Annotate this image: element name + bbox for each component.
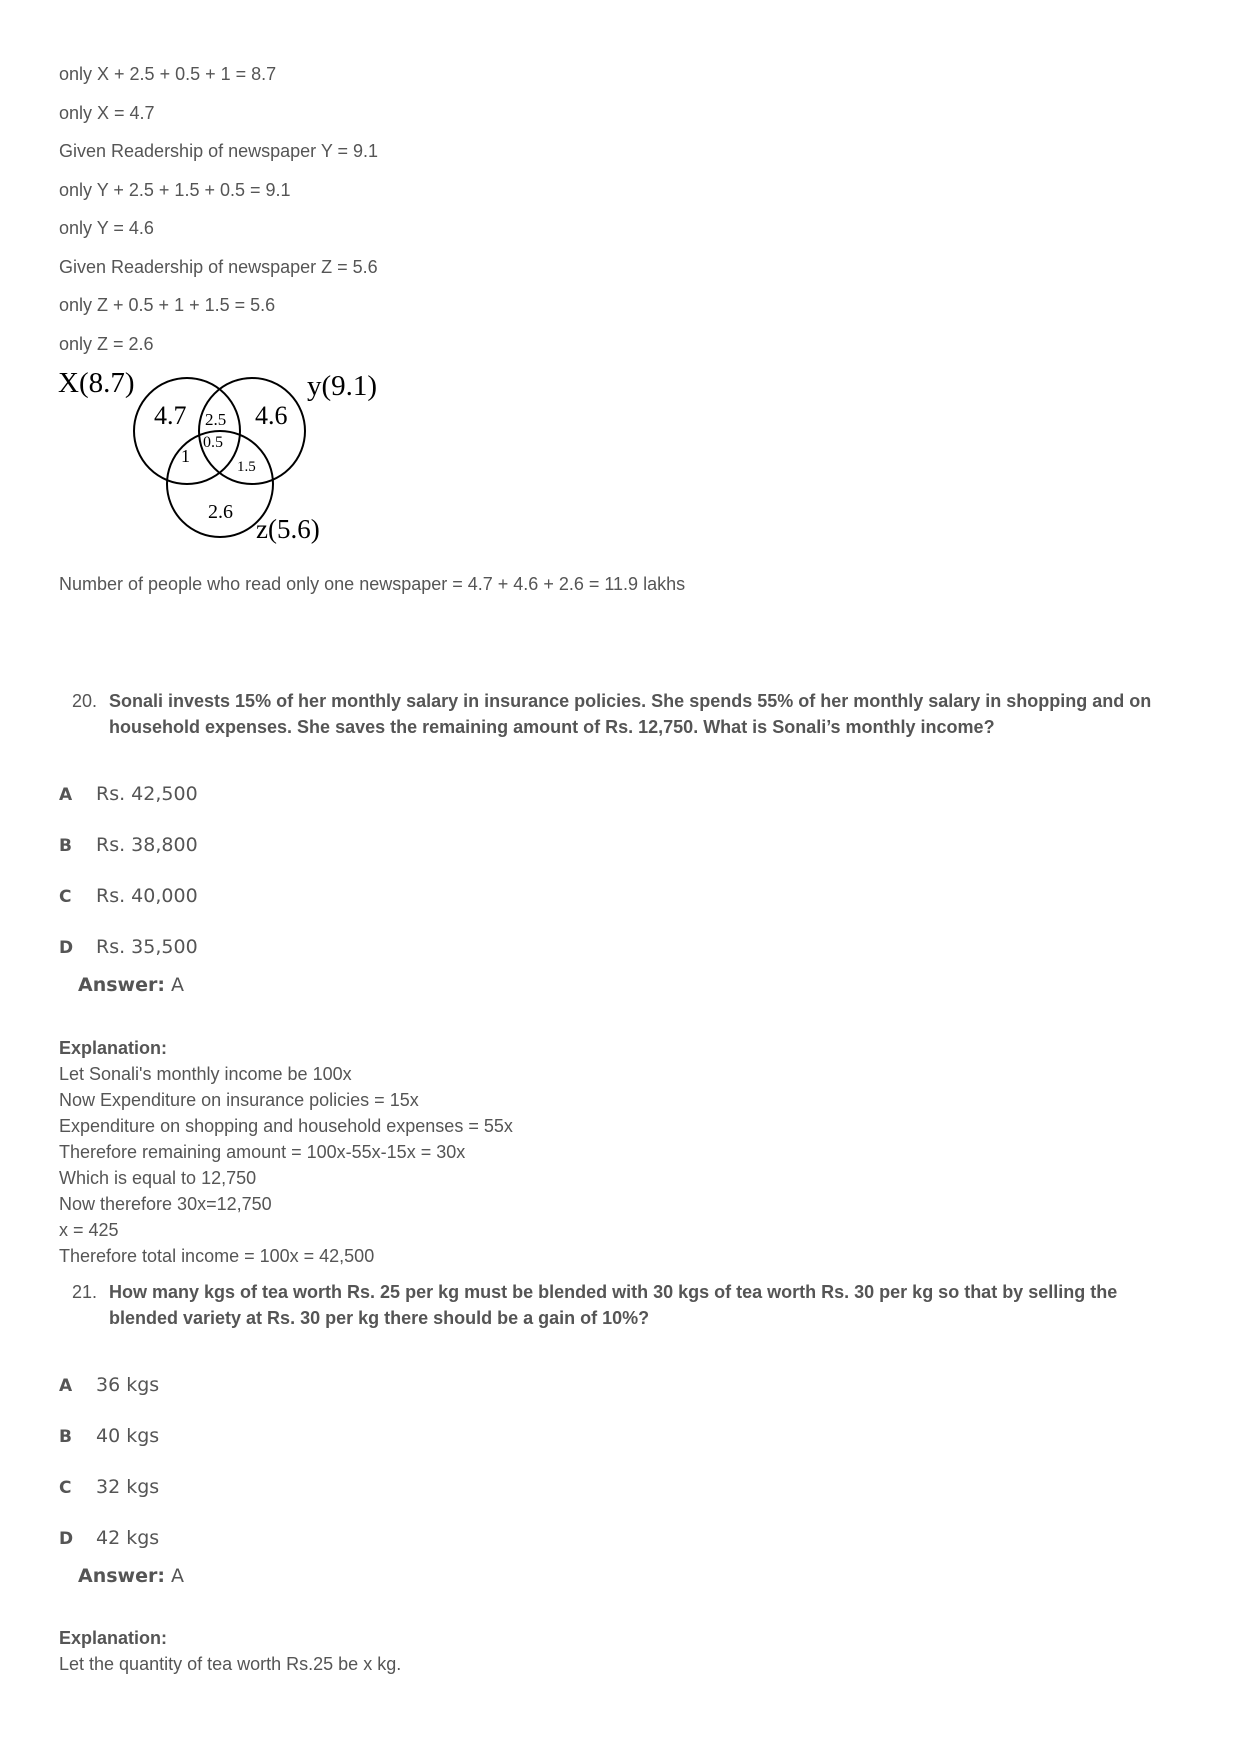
option-letter: A xyxy=(59,1376,73,1396)
option-b[interactable] xyxy=(59,1424,159,1449)
calc-line: Given Readership of newspaper Z = 5.6 xyxy=(59,257,378,277)
option-letter: B xyxy=(59,836,72,856)
option-text: 36 kgs xyxy=(96,1374,160,1396)
label-y: y(9.1) xyxy=(307,370,378,402)
calc-line: only Y = 4.6 xyxy=(59,218,154,238)
explanation-line: Now therefore 30x=12,750 xyxy=(59,1194,272,1214)
answer xyxy=(78,1564,184,1588)
option-text: Rs. 40,000 xyxy=(96,885,198,907)
explanation-line: Therefore remaining amount = 100x-55x-15x = 30x xyxy=(59,1142,466,1162)
question-number: 21. xyxy=(72,1282,98,1302)
answer xyxy=(78,973,184,997)
option-letter: C xyxy=(59,1478,72,1498)
option-text: 32 kgs xyxy=(96,1476,160,1498)
option-letter: B xyxy=(59,1427,72,1447)
option-letter: D xyxy=(59,1529,74,1549)
question-text: How many kgs of tea worth Rs. 25 per kg must be blended with 30 kgs of tea worth Rs. 30 per kg so that by selling the blended variety at Rs. 30 per kg there should be a gain of 10%? xyxy=(109,1282,1118,1328)
option-c[interactable] xyxy=(59,884,198,909)
option-b[interactable] xyxy=(59,833,198,858)
explanation-line: Let the quantity of tea worth Rs.25 be x kg. xyxy=(59,1654,402,1674)
option-a[interactable] xyxy=(59,1373,159,1398)
question-number: 20. xyxy=(72,691,98,711)
answer-label: Answer: xyxy=(78,974,165,996)
option-d[interactable] xyxy=(59,935,198,960)
answer-value: A xyxy=(171,974,184,996)
calc-line: only X = 4.7 xyxy=(59,103,155,123)
option-text: Rs. 35,500 xyxy=(96,936,198,958)
label-x: X(8.7) xyxy=(58,367,135,399)
label-z: z(5.6) xyxy=(256,514,320,544)
option-letter: D xyxy=(59,938,74,958)
explanation-line: Therefore total income = 100x = 42,500 xyxy=(59,1246,375,1266)
option-letter: C xyxy=(59,887,72,907)
region-yz: 1.5 xyxy=(237,459,256,475)
explanation-line: Expenditure on shopping and household expenses = 55x xyxy=(59,1116,513,1136)
option-text: 40 kgs xyxy=(96,1425,160,1447)
option-d[interactable] xyxy=(59,1526,159,1551)
option-text: Rs. 38,800 xyxy=(96,834,198,856)
region-xyz: 0.5 xyxy=(203,434,223,451)
explanation-line: x = 425 xyxy=(59,1220,119,1240)
option-c[interactable] xyxy=(59,1475,159,1500)
option-a[interactable] xyxy=(59,782,198,807)
calc-line: only X + 2.5 + 0.5 + 1 = 8.7 xyxy=(59,64,277,84)
explanation-line: Now Expenditure on insurance policies = 15x xyxy=(59,1090,419,1110)
explanation-heading: Explanation: xyxy=(59,1628,168,1648)
question-20 xyxy=(72,688,1182,740)
venn-diagram xyxy=(55,365,405,555)
venn-conclusion: Number of people who read only one newspaper = 4.7 + 4.6 + 2.6 = 11.9 lakhs xyxy=(59,574,686,594)
explanation-line: Which is equal to 12,750 xyxy=(59,1168,257,1188)
calc-line: only Z + 0.5 + 1 + 1.5 = 5.6 xyxy=(59,295,276,315)
region-xz: 1 xyxy=(181,446,190,466)
region-only-z: 2.6 xyxy=(208,501,233,523)
answer-label: Answer: xyxy=(78,1565,165,1587)
region-only-x: 4.7 xyxy=(154,401,187,430)
question-21 xyxy=(72,1279,1182,1331)
calc-line: only Z = 2.6 xyxy=(59,334,154,354)
region-only-y: 4.6 xyxy=(255,401,288,430)
calc-line: Given Readership of newspaper Y = 9.1 xyxy=(59,141,379,161)
region-xy: 2.5 xyxy=(205,410,227,429)
calc-line: only Y + 2.5 + 1.5 + 0.5 = 9.1 xyxy=(59,180,291,200)
explanation-line: Let Sonali's monthly income be 100x xyxy=(59,1064,352,1084)
option-letter: A xyxy=(59,785,73,805)
explanation-heading: Explanation: xyxy=(59,1038,168,1058)
option-text: Rs. 42,500 xyxy=(96,783,198,805)
option-text: 42 kgs xyxy=(96,1527,160,1549)
answer-value: A xyxy=(171,1565,184,1587)
question-text: Sonali invests 15% of her monthly salary in insurance policies. She spends 55% of her monthly salary in shopping and on household expenses. She saves the remaining amount of Rs. 12,750. What is Sonali’s monthly income? xyxy=(109,691,1152,737)
